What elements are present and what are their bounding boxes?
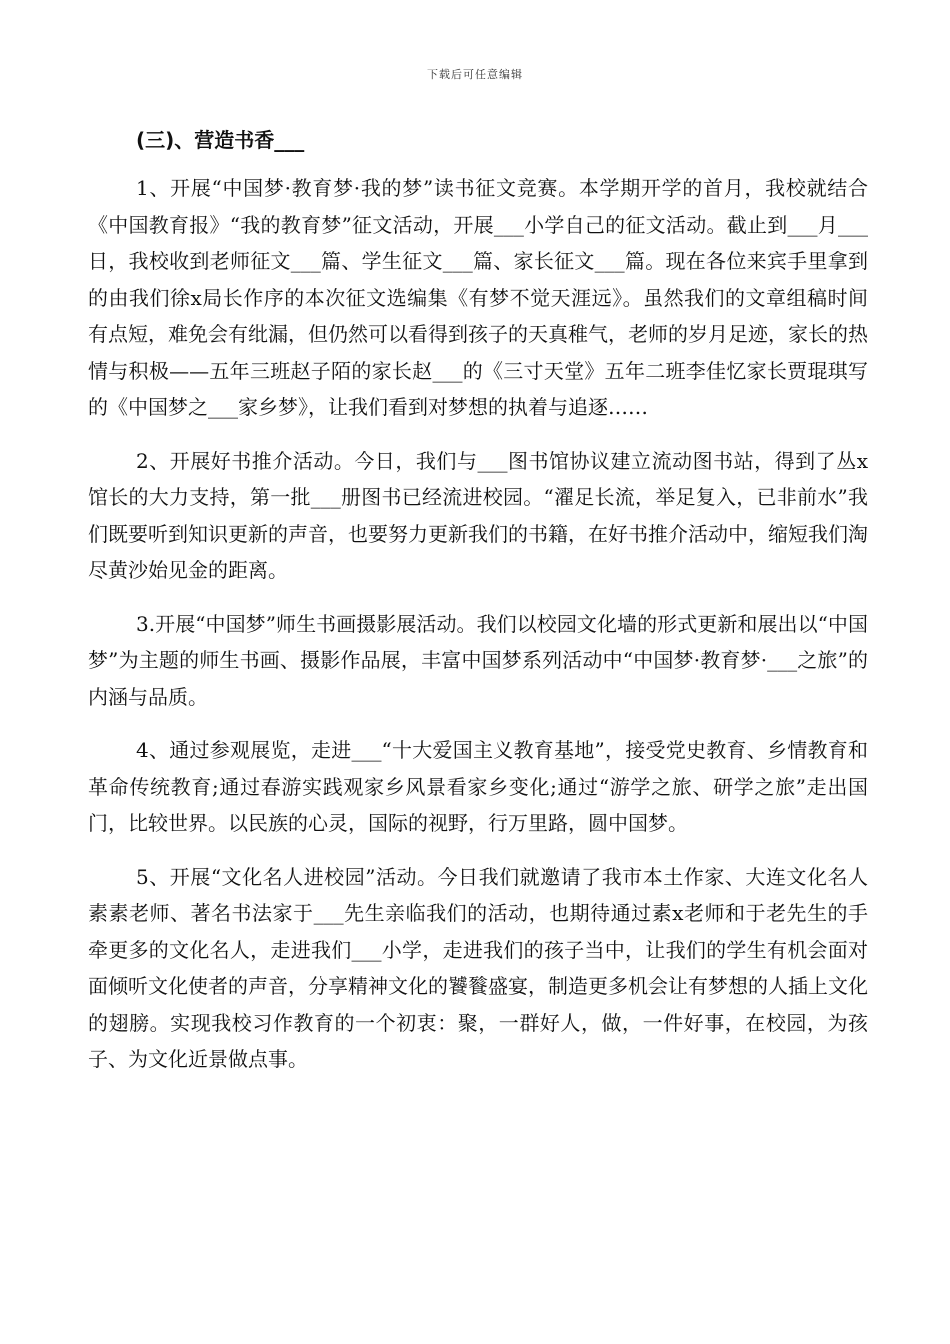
paragraph-4: 4、通过参观展览，走进___“十大爱国主义教育基地”，接受党史教育、乡情教育和革命传统教育;通过春游实践观家乡风景看家乡变化;通过“游学之旅、研学之旅”走出国门，比较世界。以民族的心灵，国际的视野，行万里路，圆中国梦。 (88, 738, 868, 835)
section-title: (三)、营造书香___ (136, 128, 305, 152)
paragraph-1: 1、开展“中国梦·教育梦·我的梦”读书征文竞赛。本学期开学的首月，我校就结合《中国教育报》“我的教育梦”征文活动，开展___小学自己的征文活动。截止到___月___日，我校收到老师征文___篇、学生征文___篇、家长征文___篇。现在各位来宾手里拿到的由我们徐x局长作序的本次征文选编集《有梦不觉天涯远》。虽然我们的文章组稿时间有点短，难免会有纰漏，但仍然可以看得到孩子的天真稚气，老师的岁月足迹，家长的热情与积极——五年三班赵子陌的家长赵___的《三寸天堂》五年二班李佳忆家长贾琨琪写的《中国梦之___家乡梦》，让我们看到对梦想的执着与追逐…… (88, 176, 868, 419)
document-body (88, 118, 868, 1095)
paragraph-3: 3.开展“中国梦”师生书画摄影展活动。我们以校园文化墙的形式更新和展出以“中国梦”为主题的师生书画、摄影作品展，丰富中国梦系列活动中“中国梦·教育梦·___之旅”的内涵与品质。 (88, 611, 868, 709)
header-note: 下载后可任意编辑 (427, 68, 523, 81)
paragraph-5: 5、开展“文化名人进校园”活动。今日我们就邀请了我市本土作家、大连文化名人素素老师、著名书法家于___先生亲临我们的活动，也期待通过素x老师和于老先生的手牵更多的文化名人，走进我们___小学，走进我们的孩子当中，让我们的学生有机会面对面倾听文化使者的声音，分享精神文化的饕餮盛宴，制造更多机会让有梦想的人插上文化的翅膀。实现我校习作教育的一个初衷：聚，一群好人，做，一件好事，在校园，为孩子、为文化近景做点事。 (88, 864, 868, 1071)
paragraph-2: 2、开展好书推介活动。今日，我们与___图书馆协议建立流动图书站，得到了丛x馆长的大力支持，第一批___册图书已经流进校园。“濯足长流，举足复入，已非前水”我们既要听到知识更新的声音，也要努力更新我们的书籍，在好书推介活动中，缩短我们淘尽黄沙始见金的距离。 (88, 448, 868, 582)
